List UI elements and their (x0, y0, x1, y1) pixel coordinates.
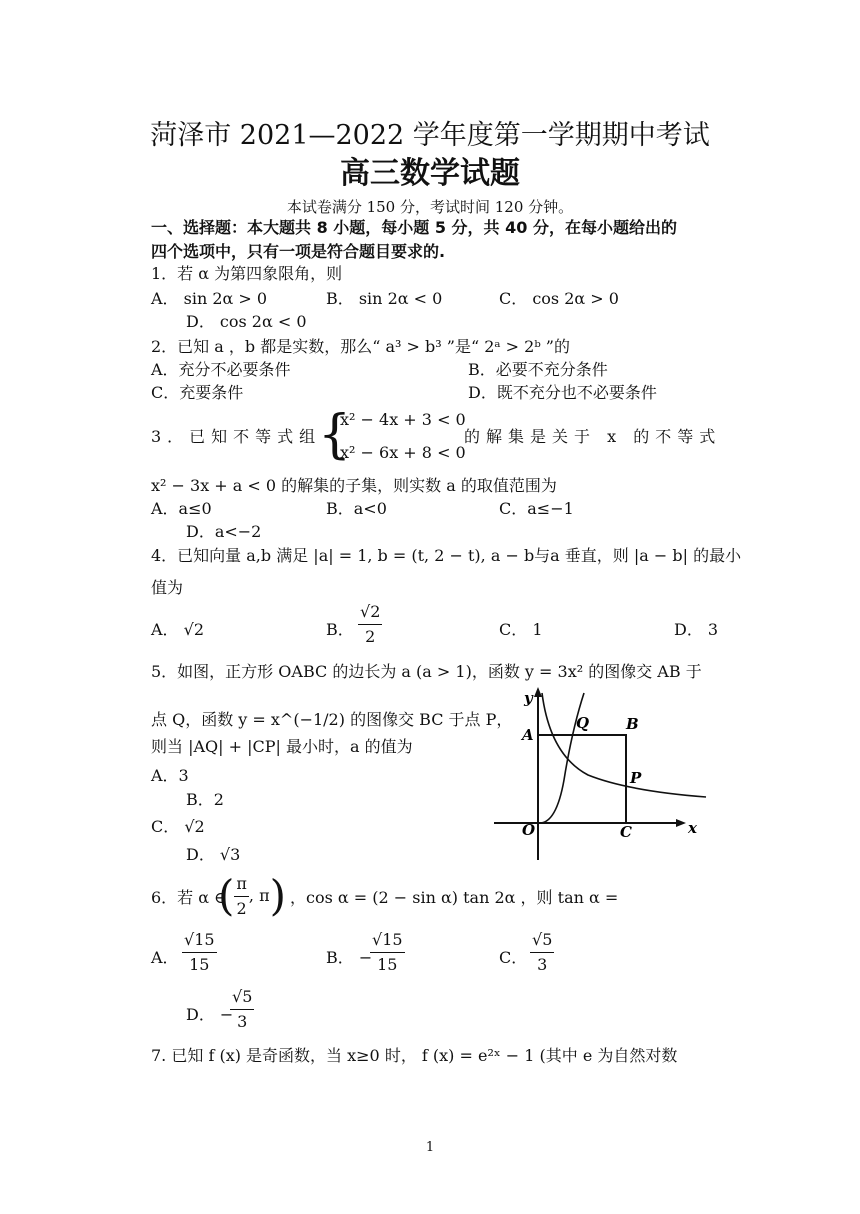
label-o: O (522, 821, 536, 839)
q4-line2: 值为 (151, 578, 184, 597)
q6-b-num: √15 (370, 928, 405, 953)
q4-option-d: D． 3 (674, 620, 719, 639)
q6-a-num: √15 (182, 928, 217, 953)
power-curve (542, 693, 706, 797)
y-axis-arrow-icon (534, 687, 542, 697)
q6-option-a-fraction (182, 928, 217, 977)
q5-option-d: D． √3 (186, 845, 241, 864)
label-p: P (630, 769, 642, 787)
q3-option-b: B．a<0 (326, 499, 387, 518)
q1-option-c: C． cos 2α > 0 (499, 289, 619, 308)
exam-title: 菏泽市 2021—2022 学年度第一学期期中考试 (150, 120, 710, 151)
q1-option-a: A． sin 2α > 0 (151, 289, 268, 308)
q6-interval-den: 2 (236, 898, 247, 918)
q5-option-a: A．3 (151, 766, 189, 785)
label-q: Q (576, 714, 590, 732)
q5-option-c: C． √2 (151, 817, 205, 836)
q3-prefix: 3．已知不等式组 (151, 427, 322, 446)
q6-a-den: 15 (189, 955, 210, 974)
q2-option-d: D．既不充分也不必要条件 (468, 383, 657, 402)
q6-interval (218, 866, 286, 926)
label-y: y (524, 689, 533, 707)
q3-line2: x² − 3x + a < 0 的解集的子集，则实数 a 的取值范围为 (151, 476, 557, 495)
q1-option-d: D． cos 2α < 0 (186, 312, 307, 331)
x-axis-arrow-icon (676, 819, 686, 827)
q1-stem: 1．若 α 为第四象限角，则 (151, 264, 343, 283)
q6-option-b-label: B． − (326, 948, 373, 967)
q5-line3: 则当 |AQ| + |CP| 最小时，a 的值为 (151, 737, 413, 756)
q6-b-den: 15 (377, 955, 398, 974)
q2-option-a: A．充分不必要条件 (151, 360, 291, 379)
q6-close-paren: ) (269, 871, 286, 920)
q7-stem: 7. 已知 f (x) 是奇函数，当 x≥0 时， f (x) = e²ˣ − 1 (其中 e 为自然对数 (151, 1046, 678, 1065)
label-x: x (688, 819, 697, 837)
section-heading-line1: 一、选择题：本大题共 8 小题，每小题 5 分，共 40 分，在每小题给出的 (151, 218, 677, 237)
q2-option-c: C．充要条件 (151, 383, 244, 402)
exam-info: 本试卷满分 150 分，考试时间 120 分钟。 (286, 198, 574, 216)
q4-option-b-label: B． (326, 620, 354, 639)
q4-option-c: C． 1 (499, 620, 543, 639)
q6-option-b-fraction (370, 928, 405, 977)
q5-figure (488, 685, 710, 865)
q4-option-a: A． √2 (151, 620, 205, 639)
exam-subtitle: 高三数学试题 (340, 156, 520, 191)
q6-option-c-label: C． (499, 948, 528, 967)
q3-suffix: 的解集是关于 x 的不等式 (464, 427, 722, 446)
q6-option-d-label: D． − (186, 1005, 234, 1024)
q3-ineq1: x² − 4x + 3 < 0 (340, 410, 466, 429)
q3-ineq2: x² − 6x + 8 < 0 (340, 443, 466, 462)
q6-option-a-label: A． (151, 948, 179, 967)
q2-stem: 2．已知 a ，b 都是实数，那么“ a³ > b³ ”是“ 2ᵃ > 2ᵇ ”的 (151, 337, 570, 356)
q6-c-num: √5 (530, 928, 554, 953)
q3-option-a: A．a≤0 (151, 499, 212, 518)
q6-option-c-fraction (530, 928, 554, 977)
q5-stem: 5．如图，正方形 OABC 的边长为 a (a > 1)，函数 y = 3x² 的图像交 AB 于 (151, 662, 702, 681)
section-heading-line2: 四个选项中，只有一项是符合题目要求的. (151, 242, 446, 261)
label-a: A (522, 726, 534, 744)
q5-line2: 点 Q，函数 y = x^(−1/2) 的图像交 BC 于点 P， (151, 710, 513, 729)
q6-stem-pre: 6．若 α ∈ (151, 888, 227, 907)
q5-option-b: B．2 (186, 790, 224, 809)
q6-c-den: 3 (537, 955, 548, 974)
q6-interval-close: , π (248, 886, 270, 905)
q4-b-num: √2 (358, 600, 382, 625)
q1-option-b: B． sin 2α < 0 (326, 289, 443, 308)
q3-option-d: D．a<−2 (186, 522, 262, 541)
q6-stem-post: ，cos α = (2 − sin α) tan 2α ，则 tan α = (290, 888, 619, 907)
q4-option-b-fraction (358, 600, 382, 649)
q6-interval-num: π (234, 872, 249, 897)
q3-brace: { (318, 405, 352, 465)
q4-stem: 4．已知向量 a,b 满足 |a| = 1, b = (t, 2 − t), a − b与a 垂直，则 |a − b| 的最小 (151, 546, 742, 565)
q6-d-num: √5 (230, 985, 254, 1010)
q6-option-d-fraction (230, 985, 254, 1034)
q6-open-paren: ( (218, 871, 235, 920)
q4-b-den: 2 (365, 627, 376, 646)
square-oabc (538, 735, 626, 823)
q2-option-b: B．必要不充分条件 (468, 360, 608, 379)
label-c: C (620, 823, 632, 841)
q3-option-c: C．a≤−1 (499, 499, 574, 518)
q6-d-den: 3 (237, 1012, 248, 1031)
page-number: 1 (425, 1140, 435, 1155)
label-b: B (626, 715, 639, 733)
